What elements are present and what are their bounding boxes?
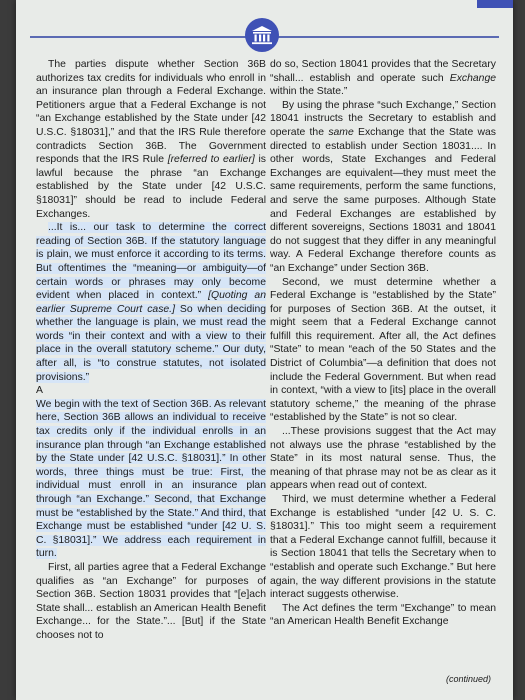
- paragraph: The Act defines the term “Exchange” to mean “an American Health Benefit Exchange: [270, 602, 496, 628]
- paragraph: Second, we must determine whether a Federal Exchange is “established by the State” for purposes of Section 36B. At the outset, it might seem that a Federal Exchange cannot fulfill this requirement. After all, the Act defines “State” to mean “each of the 50 States and the District of Columbia”—a definition that does not include the Federal Government. But when read in context, “with a view to [its] place in the overall statutory scheme,” the meaning of the phrase “established by the State” is not so clear.: [270, 276, 496, 424]
- right-column: [270, 58, 496, 629]
- paragraph: First, all parties agree that a Federal Exchange qualifies as “an Exchange” for purposes of Section 36B. Section 18031 provides that “[e]ach State shall... establish an American Health Benefit Exchange... for the State.”... [But] if the State chooses not to: [36, 561, 266, 641]
- left-column: [36, 58, 266, 643]
- section-letter: A: [36, 385, 43, 397]
- paragraph: By using the phrase “such Exchange,” Section 18041 instructs the Secretary to establish and operate the same Exchange that the State was directed to establish under Section 18031.... In other words, State Exchanges and Federal Exchanges are equivalent—they must meet the same requirements, perform the same functions, and serve the same purposes. Although State and Federal Exchanges are established by different sovereigns, Sections 18031 and 18041 do not suggest that they differ in any meaningful way. A Federal Exchange therefore counts as “an Exchange” under Section 36B.: [270, 99, 497, 274]
- paragraph: The parties dispute whether Section 36B authorizes tax credits for individuals who enroll in an insurance plan through a Federal Exchange. Petitioners argue that a Federal Exchange is not “an Exchange established by the State under [42 U.S.C. §18031],” and that the IRS Rule therefore contradicts Section 36B. The Government responds that the IRS Rule [referred to earlier] is lawful because the phrase “an Exchange established by the State under [42 U.S.C. §18031]” should be read to include Federal Exchanges.: [36, 59, 267, 220]
- paragraph: do so, Section 18041 provides that the Secretary “shall... establish and operate such Exchange within the State.”: [270, 59, 496, 98]
- continued-label: (continued): [445, 674, 491, 684]
- paragraph: We begin with the text of Section 36B. As relevant here, Section 36B allows an individual to receive tax credits only if the individual enrolls in an insurance plan through “an Exchange established by the State under [42 U.S.C. §18031].” In other words, three things must be true: First, the individual must enroll in an insurance plan through “an Exchange.” Second, that Exchange must be “established by the State.” And third, that Exchange must be established “under [42 U. S. C. §18031].” We address each requirement in turn.: [36, 398, 266, 560]
- top-accent-bar: [477, 0, 513, 8]
- paragraph: ...These provisions suggest that the Act may not always use the phrase “established by the State” in its most natural sense. Thus, the meaning of that phrase may not be as clear as it appears when read out of context.: [270, 426, 496, 492]
- paragraph: Third, we must determine whether a Federal Exchange is established “under [42 U. S. C. §18031].” This too might seem a requirement that a Federal Exchange cannot fulfill, because it is Section 18041 that tells the Secretary when to “establish and operate such Exchange.” But here again, the way different provisions in the statute interact suggests otherwise.: [270, 494, 496, 601]
- paragraph: ...It is... our task to determine the correct reading of Section 36B. If the statutory language is plain, we must enforce it according to its terms. But oftentimes the “meaning—or ambiguity—of certain words or phrases may only become evident when placed in context.” [Quoting an earlier Supreme Court case.] So when deciding whether the language is plain, we must read the words “in their context and with a view to their place in the overall statutory scheme.” Our duty, after all, is “to construe statutes, not isolated provisions.”: [36, 222, 267, 383]
- courthouse-icon: [245, 18, 279, 52]
- page: [16, 0, 513, 700]
